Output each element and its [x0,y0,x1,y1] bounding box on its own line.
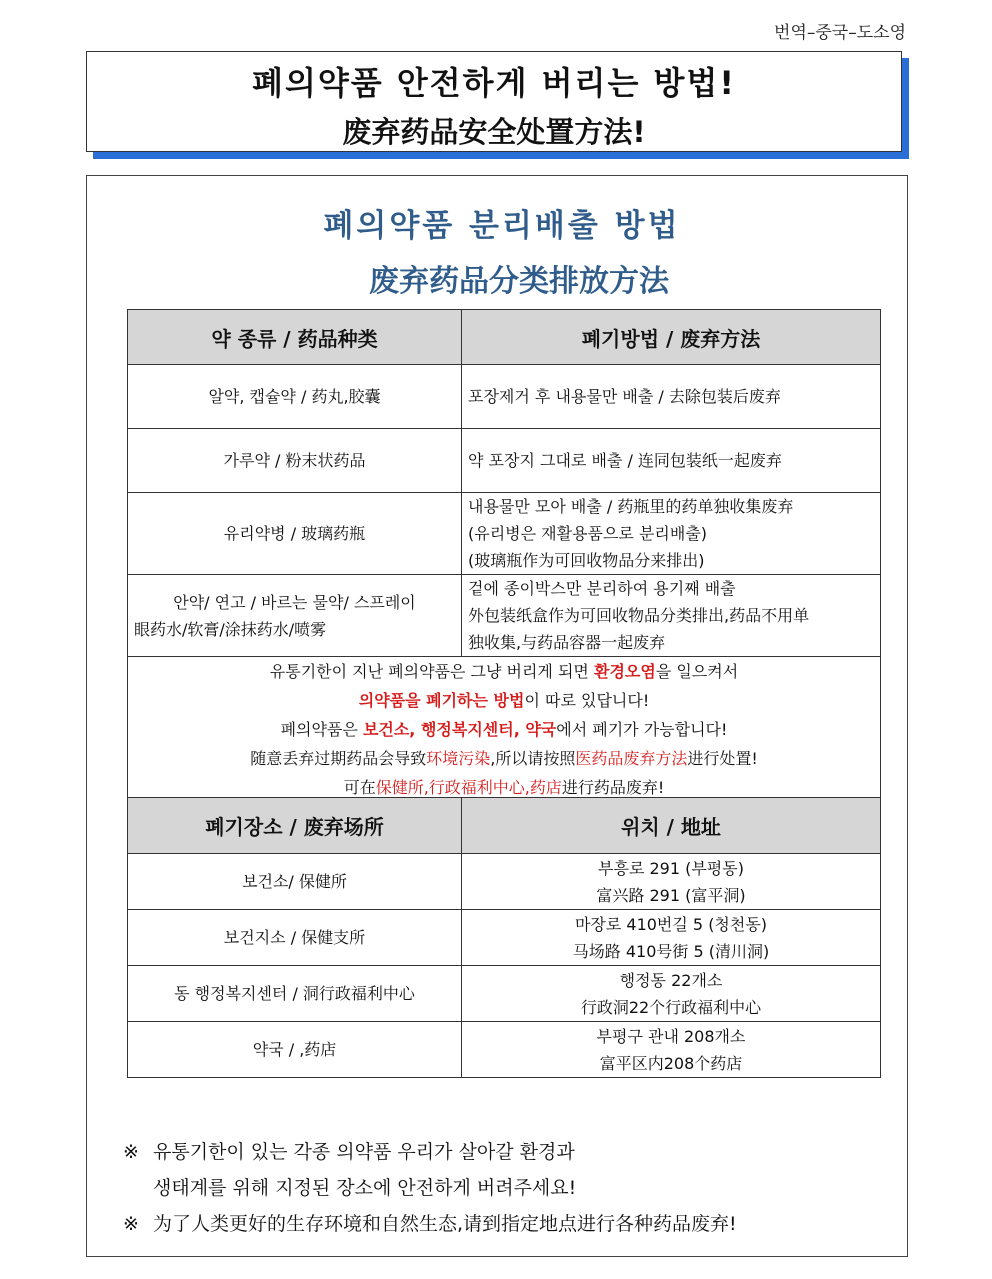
highlight-disposal-method: 의약품을 폐기하는 방법 [358,691,525,710]
type-line: 眼药水/软膏/涂抹药水/喷雾 [134,619,327,639]
reference-mark-icon: ※ [123,1213,139,1235]
disposal-method: 포장제거 후 내용물만 배출 / 去除包装后废弃 [462,365,881,429]
address-line: 行政洞22个行政福利中心 [580,997,762,1017]
table-row [128,429,881,493]
notice-text-span: 유통기한이 지난 폐의약품은 그냥 버리게 되면 [269,662,594,681]
highlight-locations-zh: 保健所,行政福利中心,药店 [375,778,562,797]
address [462,966,881,1022]
notice-text-span: 에서 폐기가 가능합니다! [556,720,728,739]
disposal-location-table [127,797,881,1078]
section-heading-chinese: 废弃药品分类排放方法 [369,264,669,299]
notice-text-span: 이 따로 있답니다! [524,691,650,710]
reference-mark-icon: ※ [123,1141,139,1163]
highlight-environment-pollution-zh: 环境污染 [426,749,491,768]
place: 동 행정복지센터 / 洞行政福利中心 [128,966,462,1022]
disposal-method: 약 포장지 그대로 배출 / 连同包装纸一起废弃 [462,429,881,493]
table-row [128,493,881,575]
highlight-disposal-method-zh: 医药品废弃方法 [575,749,688,768]
method-line: 独收集,与药品容器一起废弃 [468,633,666,652]
table-row [128,575,881,657]
medicine-type: 알약, 캡슐약 / 药丸,胶囊 [128,365,462,429]
notice-text-span: 폐의약품은 [280,720,363,739]
medicine-type: 가루약 / 粉末状药品 [128,429,462,493]
highlight-locations: 보건소, 행정복지센터, 약국 [362,720,557,739]
header-disposal-method: 폐기방법 / 废弃方法 [462,310,881,365]
place: 약국 / ,药店 [128,1022,462,1078]
method-line: 내용물만 모아 배출 / 药瓶里的药单独收集废弃 [468,497,794,516]
highlight-environment-pollution: 환경오염 [593,662,656,681]
address-line: 马场路 410号街 5 (清川洞) [572,941,770,961]
disposal-method-table [127,309,881,803]
address-line: 부흥로 291 (부평동) [598,858,744,878]
footer-korean-line1: 유통기한이 있는 각종 의약품 우리가 살아갈 환경과 [153,1141,575,1163]
type-line: 안약/ 연고 / 바르는 물약/ 스프레이 [173,592,416,612]
address-line: 부평구 관내 208개소 [596,1026,746,1046]
footer-notes [123,1134,737,1242]
medicine-type: 유리약병 / 玻璃药瓶 [128,493,462,575]
place: 보건소/ 保健所 [128,854,462,910]
title-chinese: 废弃药品安全处置方法! [342,115,646,149]
method-line: 겉에 종이박스만 분리하여 용기째 배출 [468,579,736,598]
notice-row [128,657,881,803]
table-row [128,1022,881,1078]
method-line: (玻璃瓶作为可回收物品分来排出) [468,551,705,570]
translator-note: 번역–중국–도소영 [774,23,906,43]
address [462,1022,881,1078]
footer-korean-line2: 생태계를 위해 지정된 장소에 안전하게 버려주세요! [153,1177,577,1199]
method-line: (유리병은 재활용품으로 분리배출) [468,524,708,543]
method-line: 外包装纸盒作为可回收物品分类排出,药品不用单 [468,606,810,625]
notice-text-span: 随意丢弃过期药品会导致 [250,749,427,768]
table-row [128,910,881,966]
header-disposal-place: 폐기장소 / 废弃场所 [128,798,462,854]
address-line: 행정동 22개소 [619,970,723,990]
header-medicine-type: 약 종류 / 药品种类 [128,310,462,365]
notice-text-span: 可在 [343,778,376,797]
address-line: 마장로 410번길 5 (청천동) [574,914,768,934]
table-row [128,966,881,1022]
place: 보건지소 / 保健支所 [128,910,462,966]
notice-text [128,657,881,803]
footer-chinese-line: 为了人类更好的生存环境和自然生态,请到指定地点进行各种药品废弃! [153,1213,737,1235]
title-korean: 폐의약품 안전하게 버리는 방법! [252,64,736,102]
disposal-method [462,575,881,657]
header-address: 위치 / 地址 [462,798,881,854]
table-row [128,854,881,910]
notice-text-span: 进行药品废弃! [561,778,665,797]
section-heading-korean: 폐의약품 분리배출 방법 [323,208,681,244]
disposal-method [462,493,881,575]
main-content-box [86,175,908,1257]
table-row [128,365,881,429]
address [462,910,881,966]
notice-text-span: ,所以请按照 [490,749,576,768]
address-line: 富兴路 291 (富平洞) [596,885,746,905]
medicine-type [128,575,462,657]
notice-text-span: 을 일으켜서 [655,662,739,681]
address-line: 富平区内208个药店 [599,1053,743,1073]
title-box [86,51,902,152]
address [462,854,881,910]
notice-text-span: 进行处置! [687,749,758,768]
